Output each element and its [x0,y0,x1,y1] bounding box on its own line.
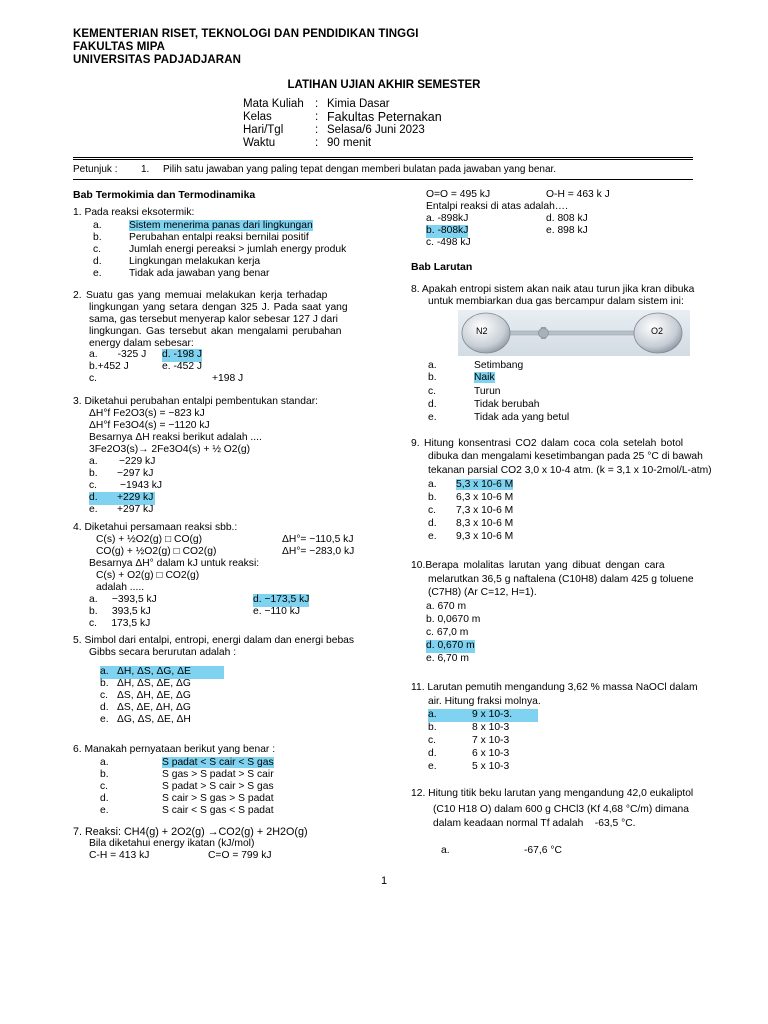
q5-option-text: ΔG, ΔS, ΔE, ΔH [117,714,191,725]
q11-option-letter: d. [428,748,437,759]
q9-option-a [428,479,513,492]
q1-option-letter: a. [93,220,102,231]
q4-line-4: C(s) + O2(g) □ CO2(g) [96,570,200,581]
q7-option-a: a. -898kJ [426,213,469,224]
q2-option-d-highlighted: d. -198 J [162,349,203,360]
q9-option-b [428,492,513,505]
q11-option-c [428,735,509,748]
q11-line-2: air. Hitung fraksi molnya. [428,696,541,707]
q9-option-e [428,531,513,544]
q7-option-e: e. 898 kJ [546,225,588,236]
q7-line-1: 7. Reaksi: CH4(g) + 2O2(g) →CO2(g) + 2H2O(g) [73,826,308,838]
q11-option-letter: b. [428,722,437,733]
section-thermo: Bab Termokimia dan Termodinamika [73,189,256,201]
q12-line-3: dalam keadaan normal Tf adalah -63,5 °C. [433,818,636,829]
q10-option-a: a. 670 m [426,601,467,612]
q6-option-text: S cair < S gas < S padat [162,805,274,816]
section-solution: Bab Larutan [411,261,473,273]
q8-option-text-highlighted: Naik [474,372,495,383]
instructions-text: Pilih satu jawaban yang paling tepat dengan memberi bulatan pada jawaban yang benar. [163,164,557,175]
q5-option-b [100,678,191,691]
q3-option-text: +229 kJ [117,492,154,503]
q8-option-c [428,386,501,399]
q11-option-text: 7 x 10-3 [472,735,510,746]
q5-option-a [100,666,224,679]
q4-option-d-highlighted: d. −173,5 kJ [253,594,310,605]
q5-option-letter: c. [100,690,109,701]
meta-colon: : [315,137,319,149]
q10-option-c: c. 67,0 m [426,627,469,638]
q3-option-d-highlighted [89,492,155,505]
q6-option-letter: b. [100,769,109,780]
q4-stem: 4. Diketahui persamaan reaksi sbb.: [73,522,238,533]
q3-stem: 3. Diketahui perubahan entalpi pembentukan standar: [73,396,319,407]
q5-option-a-highlight [100,666,224,679]
q4-line-3: Besarnya ΔH° dalam kJ untuk reaksi: [89,558,260,569]
meta-colon: : [315,98,319,110]
meta-value-time: 90 menit [327,137,372,149]
meta-label-date: Hari/Tgl [243,124,284,136]
gas-mixing-apparatus [458,310,690,356]
q11-option-letter: a. [428,709,437,720]
q6-option-text: S gas > S padat > S cair [162,769,274,780]
q8-line-2: untuk membiarkan dua gas bercampur dalam sistem ini: [428,296,684,307]
q3-option-text: +297 kJ [117,504,154,515]
q7-line-5: Entalpi reaksi di atas adalah…. [426,201,568,212]
q5-option-text: ΔS, ΔE, ΔH, ΔG [117,702,191,713]
q7-option-c: c. -498 kJ [426,237,471,248]
q10-option-d-highlighted: d. 0,670 m [426,640,475,651]
q1-option-d [93,256,260,269]
q10-line-3: (C7H8) (Ar C=12, H=1). [428,587,537,598]
meta-label-time: Waktu [243,137,276,149]
q6-option-letter: a. [100,757,109,768]
q4-line-5: adalah ..... [96,582,145,593]
q8-option-b [428,372,495,385]
q3-option-e [89,504,153,517]
q1-option-a [93,220,313,233]
q6-option-letter: c. [100,781,109,792]
q8-option-letter: a. [428,360,437,371]
q8-option-text: Setimbang [474,360,524,371]
meta-value-class: Fakultas Peternakan [327,110,442,124]
q7-option-d: d. 808 kJ [546,213,588,224]
instructions-label: Petunjuk : [73,164,118,175]
q3-option-letter: b. [89,468,98,479]
q11-option-letter: c. [428,735,437,746]
q2-line-5: energy dalam sebesar: [89,338,194,349]
q2-option-e: e. -452 J [162,361,203,372]
q3-option-letter: d. [89,492,98,503]
q4-option-e: e. −110 kJ [253,606,301,617]
q10-line-2: melarutkan 36,5 g naftalena (C10H8) dalam 425 g toluene [428,574,694,585]
q3-option-c [89,480,162,493]
q3-option-letter: e. [89,504,98,515]
q4-option-a: a. −393,5 kJ [89,594,157,605]
q5-line-1: 5. Simbol dari entalpi, entropi, energi dalam dan energi bebas [73,635,355,646]
q4-option-c: c. 173,5 kJ [89,618,151,629]
q2-line-1: 2. Suatu gas yang memuai melakukan kerja terhadap [73,290,328,301]
q5-option-letter: d. [100,702,109,713]
q9-option-text: 6,3 x 10-6 M [456,492,514,503]
q3-option-letter: c. [89,480,98,491]
q5-option-text: ΔH, ΔS, ΔE, ΔG [117,678,191,689]
divider-top-2 [73,159,693,160]
bulb-label-n2: N2 [476,326,488,336]
page-title: LATIHAN UJIAN AKHIR SEMESTER [287,79,481,91]
q7-bond-oh: O-H = 463 k J [546,189,610,200]
q12-line-1: 12. Hitung titik beku larutan yang mengandung 42,0 eukaliptol [411,788,694,799]
q4-option-b: b. 393,5 kJ [89,606,151,617]
q9-option-d [428,518,513,531]
q2-option-c-value: +198 J [212,373,244,384]
q1-option-letter: b. [93,232,102,243]
meta-label-class: Kelas [243,111,272,123]
q8-option-text: Tidak ada yang betul [474,412,570,423]
q3-line-2: ΔH°f Fe3O4(s) = −1120 kJ [89,420,210,431]
q11-option-d [428,748,509,761]
q8-option-text: Tidak berubah [474,399,540,410]
meta-value-course: Kimia Dasar [327,98,390,110]
q6-option-text: S padat > S cair > S gas [162,781,274,792]
q5-option-d [100,702,191,715]
q3-line-1: ΔH°f Fe2O3(s) = −823 kJ [89,408,205,419]
q8-option-d [428,399,539,412]
q9-option-text: 8,3 x 10-6 M [456,518,514,529]
q10-option-b: b. 0,0670 m [426,614,481,625]
instructions-number: 1. [141,164,150,175]
q11-option-text: 9 x 10-3. [472,709,513,720]
q2-line-3: sama, gas tersebut menyerap kalor sebesar 127 J dari [89,314,338,325]
q5-line-2: Gibbs secara berurutan adalah : [89,647,237,658]
q3-option-text: −1943 kJ [120,480,163,491]
q7-line-2: Bila diketahui energy ikatan (kJ/mol) [89,838,255,849]
q3-option-text: −297 kJ [117,468,154,479]
meta-colon: : [315,111,319,123]
q7-bond-co: C=O = 799 kJ [208,850,272,861]
q1-option-text: Perubahan entalpi reaksi bernilai positif [129,232,309,243]
meta-colon: : [315,124,319,136]
q9-option-letter: a. [428,479,437,490]
divider-instructions [73,179,693,180]
q9-option-letter: c. [428,505,437,516]
q12-line-2: (C10 H18 O) dalam 600 g CHCl3 (Kf 4,68 °C/m) dimana [433,804,689,815]
q8-line-1: 8. Apakah entropi sistem akan naik atau turun jika kran dibuka [411,284,695,295]
q5-option-e [100,714,191,727]
q9-line-3: tekanan parsial CO2 3,0 x 10-4 atm. (k = 3,1 x 10-2mol/L-atm) [428,465,712,476]
q1-option-c [93,244,346,257]
page-number: 1 [380,875,388,887]
q3-option-a [89,456,155,469]
q2-option-a: a. -325 J [89,349,147,360]
q1-option-text: Jumlah energi pereaksi > jumlah energy produk [129,244,347,255]
q1-option-text: Tidak ada jawaban yang benar [129,268,270,279]
q3-line-4: 3Fe2O3(s)→ 2Fe3O4(s) + ½ O2(g) [89,444,251,455]
q5-option-text: ΔH, ΔS, ΔG, ΔE [117,666,191,677]
q12-option-a: a. [441,845,450,856]
q5-option-text: ΔS, ΔH, ΔE, ΔG [117,690,191,701]
q6-option-letter: d. [100,793,109,804]
q9-option-text-highlighted: 5,3 x 10-6 M [456,479,514,490]
q2-option-b: b.+452 J [89,361,129,372]
header-faculty: FAKULTAS MIPA [73,41,166,53]
q6-option-letter: e. [100,805,109,816]
q9-option-text: 9,3 x 10-6 M [456,531,514,542]
q4-reaction-1: C(s) + ½O2(g) □ CO(g) [96,534,203,545]
q6-option-a [100,757,274,770]
q8-option-a [428,360,523,373]
q4-enthalpy-1: ΔH°= −110,5 kJ [282,534,354,545]
q7-bond-ch: C-H = 413 kJ [89,850,150,861]
q6-option-text-highlighted: S padat < S cair < S gas [162,757,274,768]
q9-option-letter: b. [428,492,437,503]
q2-line-4: lingkungan. Gas tersebut akan mengalami perubahan [89,326,342,337]
q3-option-b [89,468,153,481]
q11-option-b [428,722,509,735]
q5-option-letter: b. [100,678,109,689]
q7-bond-oo: O=O = 495 kJ [426,189,491,200]
q1-option-letter: d. [93,256,102,267]
q5-option-letter: e. [100,714,109,725]
q1-option-letter: e. [93,268,102,279]
q3-option-letter: a. [89,456,98,467]
q11-option-text: 8 x 10-3 [472,722,510,733]
q6-stem: 6. Manakah pernyataan berikut yang benar : [73,744,276,755]
q11-option-letter: e. [428,761,437,772]
q6-option-c [100,781,274,794]
header-university: UNIVERSITAS PADJADJARAN [73,54,242,66]
bulb-label-o2: O2 [651,326,664,336]
q9-option-c [428,505,513,518]
q8-option-letter: b. [428,372,437,383]
q8-option-letter: d. [428,399,437,410]
q12-option-a-value: -67,6 °C [524,845,562,856]
q11-option-e [428,761,509,774]
q2-line-2: lingkungan yang setara dengan 325 J. Pada saat yang [89,302,348,313]
q11-option-a-highlight [428,709,538,722]
q1-option-b [93,232,309,245]
q9-option-letter: d. [428,518,437,529]
q1-option-text-highlighted: Sistem menerima panas dari lingkungan [129,220,313,231]
q5-option-letter: a. [100,666,109,677]
q1-option-e [93,268,269,281]
q4-enthalpy-2: ΔH°= −283,0 kJ [282,546,355,557]
q8-option-letter: e. [428,412,437,423]
q6-option-e [100,805,274,818]
q1-option-letter: c. [93,244,102,255]
q8-option-text: Turun [474,386,501,397]
q11-option-text: 6 x 10-3 [472,748,510,759]
q11-option-a [428,709,538,722]
header-ministry: KEMENTERIAN RISET, TEKNOLOGI DAN PENDIDIKAN TINGGI [73,28,419,40]
q6-option-text: S cair > S gas > S padat [162,793,274,804]
q4-reaction-2: CO(g) + ½O2(g) □ CO2(g) [96,546,217,557]
meta-label-course: Mata Kuliah [243,98,304,110]
q1-stem: 1. Pada reaksi eksotermik: [73,207,195,218]
q7-option-b-highlighted: b. -808kJ [426,225,469,236]
q6-option-d [100,793,274,806]
q5-option-c [100,690,191,703]
q8-option-letter: c. [428,386,437,397]
q2-option-c: c. [89,373,98,384]
q6-option-b [100,769,274,782]
divider-top [73,157,693,158]
q9-line-2: dibuka dan mengalami kesetimbangan pada 25 °C di bawah [428,451,703,462]
q10-option-e: e. 6,70 m [426,653,469,664]
q9-option-letter: e. [428,531,437,542]
q1-option-text: Lingkungan melakukan kerja [129,256,261,267]
q3-option-text: −229 kJ [119,456,156,467]
q10-line-1: 10.Berapa molalitas larutan yang dibuat dengan cara [411,560,665,571]
q11-line-1: 11. Larutan pemutih mengandung 3,62 % massa NaOCl dalam [411,682,698,693]
q9-option-text: 7,3 x 10-6 M [456,505,514,516]
q11-option-text: 5 x 10-3 [472,761,510,772]
q3-line-3: Besarnya ΔH reaksi berikut adalah .... [89,432,262,443]
q8-option-e [428,412,569,425]
q9-line-1: 9. Hitung konsentrasi CO2 dalam coca cola setelah botol [411,438,684,449]
meta-value-date: Selasa/6 Juni 2023 [327,124,425,136]
